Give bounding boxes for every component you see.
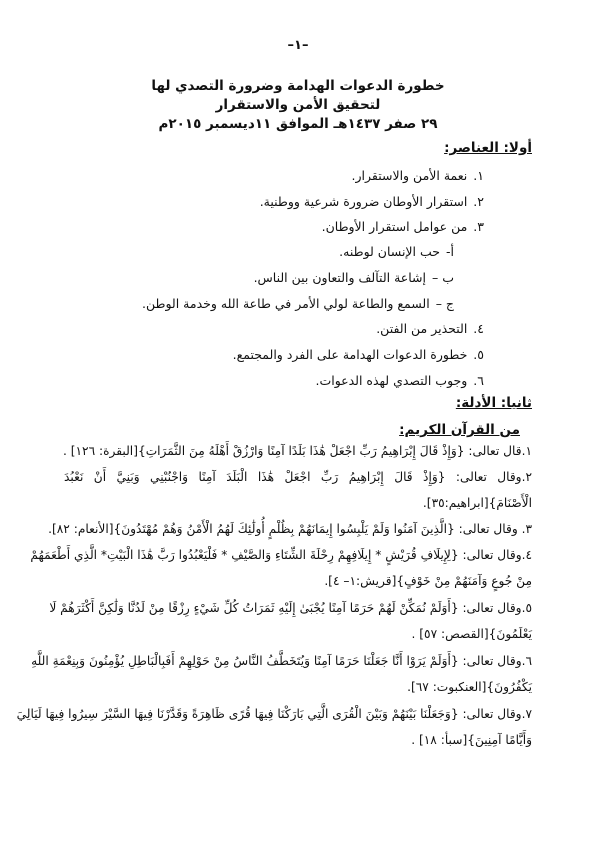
sub-item-text: حب الإنسان لوطنه.	[339, 244, 441, 259]
list-text: خطورة الدعوات الهدامة على الفرد والمجتمع.	[232, 347, 468, 362]
sub-item	[142, 296, 454, 311]
verse-line: ١.قال تعالى: {وَإِذْ قَالَ إِبْرَاهِيمُ رَبِّ اجْعَلْ هَٰذَا بَلَدًا آمِنًا وَارْزُقْ أَهْلَهُ مِنَ الثَّمَرَاتِ}[البقرة: ١٢٦] .	[63, 444, 532, 458]
verse-line: الْأَصْنَامَ}[ابراهيم:٣٥].	[422, 496, 532, 510]
verse-line: يَكْفُرُونَ}[العنكبوت: ٦٧].	[407, 680, 532, 694]
verse-line: ٢.وقال تعالى: {وَإِذْ قَالَ إِبْرَاهِيمُ رَبِّ اجْعَلْ هَٰذَا الْبَلَدَ آمِنًا وَاجْنُبْنِي وَبَنِيَّ أَنْ نَعْبُدَ	[64, 470, 532, 484]
list-item	[352, 168, 485, 183]
title-line-1: خطورة الدعوات الهدامة وضرورة التصدي لها	[151, 78, 445, 94]
list-number: ٢.	[473, 194, 484, 209]
sub-item-label: أ-	[446, 244, 454, 259]
list-number: ٣.	[473, 219, 484, 234]
sub-item-label: ب –	[432, 270, 454, 285]
sub-item-text: إشاعة التآلف والتعاون بين الناس.	[253, 270, 426, 285]
list-number: ٤.	[473, 321, 484, 336]
verse-line: ٤.وقال تعالى: {لِإِيلَافِ قُرَيْشٍ * إِيلَافِهِمْ رِحْلَةَ الشِّتَاءِ وَالصَّيْفِ * فَلْيَعْبُدُوا رَبَّ هَٰذَا الْبَيْتِ* الَّذِي أَطْعَمَهُمْ	[30, 548, 532, 562]
list-item	[260, 194, 484, 209]
list-item	[376, 321, 484, 336]
list-item	[315, 373, 484, 388]
page-number: –١–	[287, 38, 309, 53]
list-number: ٥.	[473, 347, 484, 362]
sub-item	[254, 270, 454, 285]
list-text: نعمة الأمن والاستقرار.	[351, 168, 468, 183]
sub-item-label: ج –	[435, 296, 454, 311]
list-text: وجوب التصدي لهذه الدعوات.	[315, 373, 468, 388]
list-item	[233, 347, 484, 362]
list-text: التحذير من الفتن.	[376, 321, 468, 336]
sub-item	[339, 244, 454, 259]
title-line-2: لتحقيق الأمن والاستقرار	[215, 97, 381, 113]
list-text: استقرار الأوطان ضرورة شرعية ووطنية.	[259, 194, 468, 209]
list-text: من عوامل استقرار الأوطان.	[321, 219, 468, 234]
verse-line: ٣. وقال تعالى: {الَّذِينَ آمَنُوا وَلَمْ يَلْبِسُوا إِيمَانَهُمْ بِظُلْمٍ أُولَٰئِكَ لَهُمُ الْأَمْنُ وَهُمْ مُهْتَدُونَ}[الأنعام: ٨٢].	[48, 522, 532, 536]
list-number: ١.	[473, 168, 484, 183]
section-heading-evidence: ثانيا: الأدلة:	[455, 395, 532, 411]
verse-line: ٦.وقال تعالى: {أَوَلَمْ يَرَوْا أَنَّا جَعَلْنَا حَرَمًا آمِنًا وَيُتَخَطَّفُ النَّاسُ مِنْ حَوْلِهِمْ أَفَبِالْبَاطِلِ يُؤْمِنُونَ وَبِنِعْمَةِ اللَّهِ	[31, 654, 532, 668]
verse-line: وَأَيَّامًا آمِنِينَ}[سبأ: ١٨] .	[411, 733, 532, 747]
verse-line: يَعْلَمُونَ}[القصص: ٥٧] .	[411, 627, 532, 641]
list-item	[322, 219, 484, 234]
verse-line: ٧.وقال تعالى: {وَجَعَلْنَا بَيْنَهُمْ وَبَيْنَ الْقُرَى الَّتِي بَارَكْنَا فِيهَا قُرًى ظَاهِرَةً وَقَدَّرْنَا فِيهَا السَّيْرَ سِيرُوا فِيهَا لَيَالِيَ	[16, 707, 532, 721]
date-line: ٢٩ صفر ١٤٣٧هـ الموافق ١١ديسمبر ٢٠١٥م	[158, 116, 438, 132]
verse-line: ٥.وقال تعالى: {أَوَلَمْ نُمَكِّنْ لَهُمْ حَرَمًا آمِنًا يُجْبَىٰ إِلَيْهِ ثَمَرَاتُ كُلِّ شَيْءٍ رِزْقًا مِنْ لَدُنَّا وَلَٰكِنَّ أَكْثَرَهُمْ لَا	[49, 601, 532, 615]
verse-line: مِنْ جُوعٍ وَآمَنَهُمْ مِنْ خَوْفٍ}[قريش:١– ٤].	[324, 574, 532, 588]
section-heading-elements: أولا: العناصر:	[444, 140, 532, 156]
list-number: ٦.	[473, 373, 484, 388]
sub-item-text: السمع والطاعة لولي الأمر في طاعة الله وخدمة الوطن.	[142, 296, 430, 311]
quran-heading: من القرآن الكريم:	[399, 422, 520, 438]
